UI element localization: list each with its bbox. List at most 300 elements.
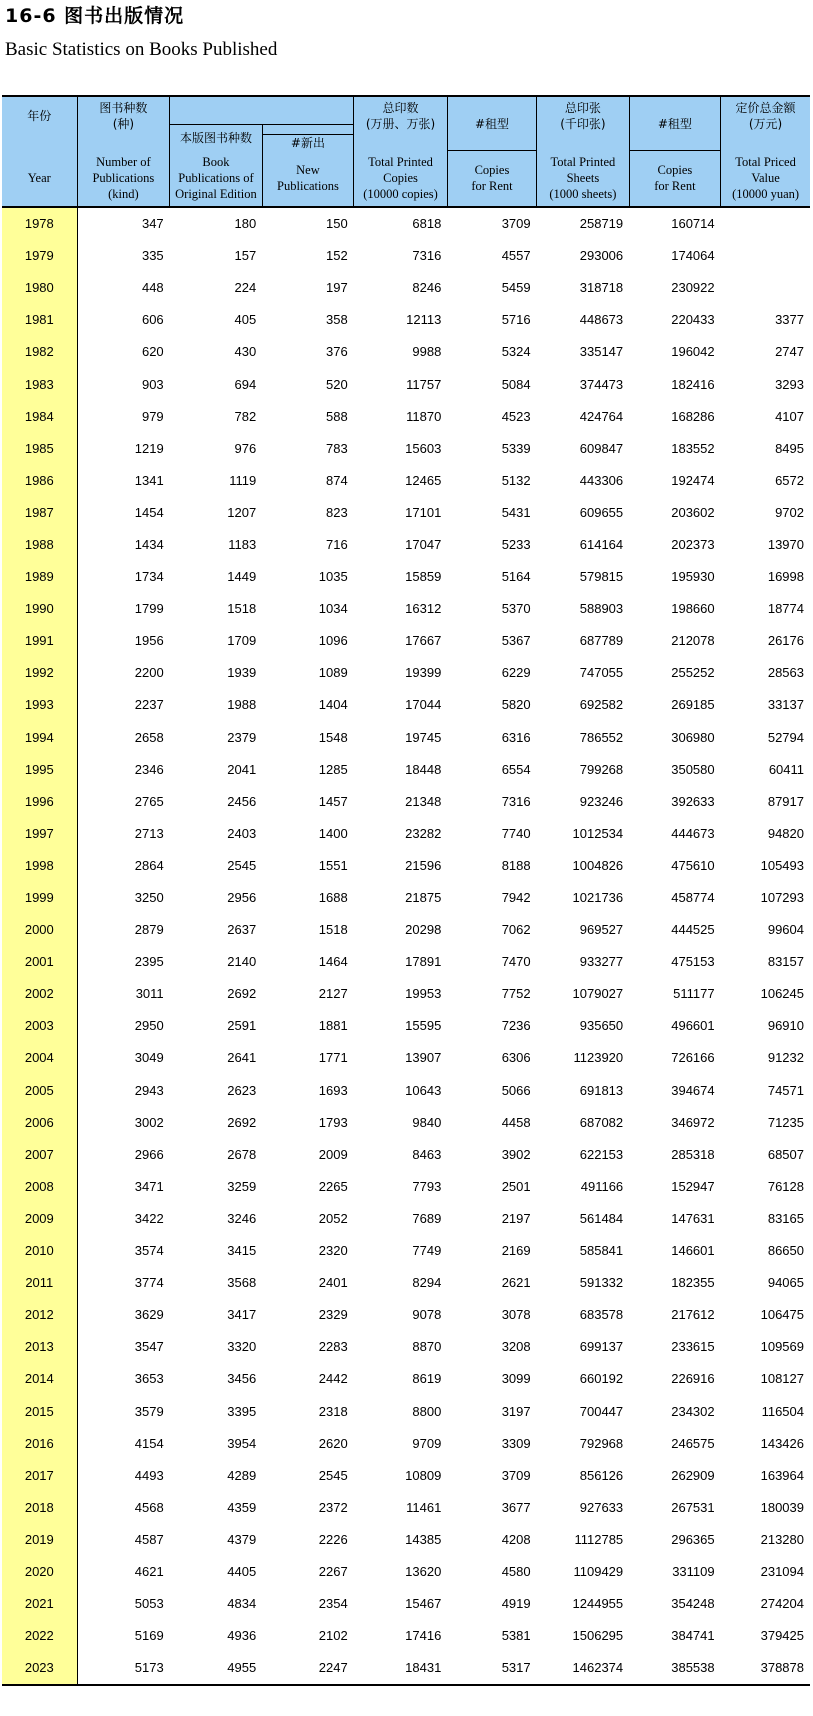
cell-new-publications: 2320 [318, 1243, 348, 1259]
cell-printed-sheets: 1506295 [572, 1628, 624, 1644]
cell-printed-sheets: 1462374 [537, 1652, 630, 1685]
cell-year: 1988 [2, 528, 77, 560]
cell-publications: 3471 [134, 1178, 164, 1194]
cell-year: 2021 [2, 1588, 77, 1620]
cell-sheets-for-rent: 182416 [671, 376, 715, 392]
cell-copies-for-rent: 2501 [501, 1178, 531, 1194]
cell-printed-sheets: 1012534 [572, 825, 624, 841]
cell-copies-for-rent: 5233 [501, 536, 531, 552]
cell-copies-for-rent: 6306 [501, 1050, 531, 1066]
cell-new-publications: 2283 [318, 1339, 348, 1355]
cell-original-edition: 1449 [227, 569, 257, 585]
cell-printed-copies: 7793 [412, 1178, 442, 1194]
cell-publications: 4621 [134, 1563, 164, 1579]
cell-year: 2006 [2, 1106, 77, 1138]
cell-new-publications: 2009 [318, 1146, 348, 1162]
cell-publications: 1454 [134, 504, 164, 520]
cell-original-edition: 2403 [227, 825, 257, 841]
cell-printed-copies: 8619 [412, 1371, 442, 1387]
cell-publications: 4587 [134, 1531, 164, 1547]
cell-new-publications: 2372 [318, 1499, 348, 1515]
header-year-spacer [2, 134, 77, 151]
cell-original-edition: 430 [234, 344, 257, 360]
table-row [2, 1523, 810, 1555]
cell-printed-copies: 9709 [412, 1435, 442, 1451]
cell-printed-sheets: 448673 [579, 312, 624, 328]
cell-publications: 3250 [134, 890, 164, 906]
cell-printed-sheets: 692582 [579, 697, 624, 713]
cell-priced-value: 6572 [775, 472, 804, 488]
cell-original-edition: 1709 [227, 633, 257, 649]
cell-new-publications: 2226 [318, 1531, 348, 1547]
cell-year: 2019 [2, 1523, 77, 1555]
cell-copies-for-rent: 4458 [501, 1114, 531, 1130]
cell-new-publications: 1464 [318, 954, 348, 970]
cell-sheets-for-rent: 195930 [671, 569, 715, 585]
cell-priced-value: 8495 [775, 440, 804, 456]
cell-printed-sheets: 1021736 [572, 890, 624, 906]
cell-original-edition: 405 [234, 312, 257, 328]
cell-copies-for-rent: 4523 [501, 408, 531, 424]
cell-publications: 2346 [134, 761, 164, 777]
table-row [2, 1331, 810, 1363]
cell-new-publications: 152 [325, 248, 348, 264]
cell-printed-copies: 16312 [405, 601, 442, 617]
table-row [2, 240, 810, 272]
cell-sheets-for-rent: 230922 [671, 280, 715, 296]
cell-publications: 2658 [134, 729, 164, 745]
table-row [2, 1491, 810, 1523]
cell-priced-value: 76128 [767, 1178, 804, 1194]
cell-new-publications: 1400 [318, 825, 348, 841]
cell-printed-copies: 7749 [412, 1243, 442, 1259]
page-title-en: Basic Statistics on Books Published [5, 39, 278, 60]
cell-publications: 3422 [134, 1210, 164, 1226]
cell-copies-for-rent: 3709 [501, 216, 531, 232]
cell-new-publications: 1035 [318, 569, 348, 585]
cell-new-publications: 1793 [318, 1114, 348, 1130]
cell-publications: 2200 [134, 665, 164, 681]
cell-priced-value: 4107 [775, 408, 804, 424]
header-value-en: Total Priced Value (10000 yuan) [721, 151, 810, 207]
cell-publications: 2943 [134, 1082, 164, 1098]
cell-priced-value: 106245 [760, 986, 804, 1002]
cell-original-edition: 3954 [227, 1435, 257, 1451]
cell-printed-sheets: 923246 [579, 793, 624, 809]
header-copies-cn: 总印数 (万册、万张) [354, 96, 448, 134]
cell-priced-value: 105493 [760, 857, 804, 873]
header-copies-en: Total Printed Copies (10000 copies) [354, 151, 448, 207]
cell-new-publications: 2247 [262, 1652, 353, 1685]
cell-sheets-for-rent: 262909 [671, 1467, 715, 1483]
cell-year: 2015 [2, 1395, 77, 1427]
cell-printed-copies: 23282 [405, 825, 442, 841]
cell-printed-sheets: 935650 [579, 1018, 624, 1034]
cell-printed-copies: 10809 [405, 1467, 442, 1483]
cell-year: 2008 [2, 1170, 77, 1202]
cell-publications: 2713 [134, 825, 164, 841]
cell-original-edition: 1518 [227, 601, 257, 617]
cell-printed-copies: 15603 [405, 440, 442, 456]
cell-publications: 3547 [134, 1339, 164, 1355]
cell-priced-value: 94065 [767, 1275, 804, 1291]
cell-year: 1997 [2, 817, 77, 849]
cell-priced-value: 71235 [767, 1114, 804, 1130]
cell-printed-copies: 18448 [405, 761, 442, 777]
cell-sheets-for-rent: 220433 [671, 312, 715, 328]
cell-new-publications: 2267 [318, 1563, 348, 1579]
cell-priced-value: 379425 [760, 1628, 804, 1644]
cell-printed-sheets: 687082 [579, 1114, 624, 1130]
cell-year: 1987 [2, 496, 77, 528]
table-row [2, 1074, 810, 1106]
cell-priced-value: 33137 [767, 697, 804, 713]
table-row [2, 753, 810, 785]
table-row [2, 1395, 810, 1427]
cell-sheets-for-rent: 202373 [671, 536, 715, 552]
cell-sheets-for-rent: 444673 [671, 825, 715, 841]
cell-printed-sheets: 792968 [579, 1435, 624, 1451]
table-body [2, 207, 810, 1685]
cell-printed-sheets: 699137 [579, 1339, 624, 1355]
cell-copies-for-rent: 5317 [447, 1652, 536, 1685]
cell-publications: 2950 [134, 1018, 164, 1034]
cell-priced-value: 108127 [760, 1371, 804, 1387]
cell-original-edition: 2140 [227, 954, 257, 970]
cell-original-edition: 2623 [227, 1082, 257, 1098]
table-row [2, 561, 810, 593]
cell-priced-value: 52794 [767, 729, 804, 745]
cell-new-publications: 2329 [318, 1307, 348, 1323]
cell-new-publications: 1771 [318, 1050, 348, 1066]
cell-year: 1978 [2, 207, 77, 240]
cell-new-publications: 1693 [318, 1082, 348, 1098]
cell-priced-value: 13970 [767, 536, 804, 552]
cell-year: 2004 [2, 1042, 77, 1074]
cell-new-publications: 1034 [318, 601, 348, 617]
cell-publications: 1434 [134, 536, 164, 552]
table-row [2, 368, 810, 400]
table-row [2, 1588, 810, 1620]
cell-new-publications: 1096 [318, 633, 348, 649]
table-row [2, 1620, 810, 1652]
cell-copies-for-rent: 5084 [501, 376, 531, 392]
cell-sheets-for-rent: 475153 [671, 954, 715, 970]
cell-sheets-for-rent: 475610 [671, 857, 715, 873]
cell-priced-value: 274204 [760, 1596, 804, 1612]
cell-sheets-for-rent: 354248 [671, 1596, 715, 1612]
cell-copies-for-rent: 4580 [501, 1563, 531, 1579]
cell-original-edition: 157 [234, 248, 257, 264]
cell-printed-copies: 17416 [405, 1628, 442, 1644]
table-row [2, 1202, 810, 1234]
cell-copies-for-rent: 5132 [501, 472, 531, 488]
cell-printed-copies: 9078 [412, 1307, 442, 1323]
table-row [2, 1170, 810, 1202]
cell-year: 2012 [2, 1299, 77, 1331]
cell-printed-sheets: 374473 [579, 376, 624, 392]
cell-sheets-for-rent: 285318 [671, 1146, 715, 1162]
cell-sheets-for-rent: 160714 [671, 216, 715, 232]
cell-printed-sheets: 969527 [579, 922, 624, 938]
cell-year: 1999 [2, 881, 77, 913]
header-original-cn: 本版图书种数 [170, 124, 263, 151]
cell-sheets-for-rent: 255252 [671, 665, 715, 681]
page-title-cn: 16-6 图书出版情况 [5, 5, 185, 27]
cell-sheets-for-rent: 458774 [671, 890, 715, 906]
cell-copies-for-rent: 5339 [501, 440, 531, 456]
cell-publications: 3579 [134, 1403, 164, 1419]
cell-new-publications: 150 [325, 216, 348, 232]
cell-original-edition: 782 [234, 408, 257, 424]
cell-priced-value: 83157 [767, 954, 804, 970]
cell-copies-for-rent: 5066 [501, 1082, 531, 1098]
cell-publications: 3011 [135, 986, 164, 1002]
table-row [2, 721, 810, 753]
cell-printed-sheets: 933277 [579, 954, 624, 970]
cell-printed-copies: 17047 [405, 536, 442, 552]
cell-printed-copies: 9840 [412, 1114, 442, 1130]
header-value-cn: 定价总金额 (万元) [721, 96, 810, 134]
table-row [2, 1459, 810, 1491]
header-blank [170, 96, 354, 124]
cell-copies-for-rent: 7062 [501, 922, 531, 938]
cell-printed-copies: 8800 [412, 1403, 442, 1419]
table-row [2, 528, 810, 560]
cell-printed-sheets: 424764 [579, 408, 624, 424]
cell-original-edition: 3415 [227, 1243, 257, 1259]
cell-publications: 1956 [134, 633, 164, 649]
cell-original-edition: 2641 [227, 1050, 257, 1066]
table-row [2, 1042, 810, 1074]
cell-copies-for-rent: 5324 [501, 344, 531, 360]
header-pub-spacer [77, 134, 170, 151]
cell-copies-for-rent: 3208 [501, 1339, 531, 1355]
cell-copies-for-rent: 4557 [501, 248, 531, 264]
cell-new-publications: 2620 [318, 1435, 348, 1451]
cell-copies-for-rent: 7316 [501, 793, 531, 809]
header-year-cn: 年份 [2, 96, 77, 134]
cell-new-publications: 1688 [318, 890, 348, 906]
cell-new-publications: 1548 [318, 729, 348, 745]
cell-original-edition: 2692 [227, 1114, 257, 1130]
cell-new-publications: 376 [325, 344, 348, 360]
cell-sheets-for-rent: 384741 [671, 1628, 715, 1644]
table-row [2, 881, 810, 913]
cell-priced-value [721, 207, 810, 240]
cell-year: 2018 [2, 1491, 77, 1523]
cell-printed-sheets: 258719 [579, 216, 624, 232]
cell-copies-for-rent: 5459 [501, 280, 531, 296]
cell-copies-for-rent: 6554 [501, 761, 531, 777]
cell-printed-copies: 21596 [405, 857, 442, 873]
cell-publications: 3002 [134, 1114, 164, 1130]
cell-printed-sheets: 1112785 [574, 1531, 624, 1547]
table-row [2, 272, 810, 304]
cell-publications: 335 [141, 248, 164, 264]
cell-sheets-for-rent: 269185 [671, 697, 715, 713]
table-row [2, 1010, 810, 1042]
cell-new-publications: 2127 [318, 986, 348, 1002]
cell-original-edition: 1939 [227, 665, 257, 681]
table-row [2, 689, 810, 721]
cell-original-edition: 4955 [170, 1652, 263, 1685]
cell-printed-copies: 15595 [405, 1018, 442, 1034]
cell-sheets-for-rent: 511177 [673, 986, 715, 1002]
cell-copies-for-rent: 5370 [501, 601, 531, 617]
cell-new-publications: 716 [325, 536, 348, 552]
cell-sheets-for-rent: 203602 [671, 504, 715, 520]
cell-printed-sheets: 1109429 [573, 1563, 624, 1579]
table-row [2, 496, 810, 528]
header-year-en: Year [2, 151, 77, 207]
cell-original-edition: 2379 [227, 729, 257, 745]
cell-original-edition: 3246 [227, 1210, 257, 1226]
table-row [2, 464, 810, 496]
cell-sheets-for-rent: 444525 [671, 922, 715, 938]
cell-sheets-for-rent: 331109 [672, 1563, 715, 1579]
cell-printed-copies: 21875 [405, 890, 442, 906]
cell-original-edition: 1207 [227, 504, 257, 520]
cell-publications: 2765 [134, 793, 164, 809]
cell-copies-for-rent: 2621 [501, 1275, 531, 1291]
cell-original-edition: 224 [234, 280, 257, 296]
cell-year: 1980 [2, 272, 77, 304]
cell-publications: 2237 [134, 697, 164, 713]
cell-sheets-for-rent: 306980 [671, 729, 715, 745]
cell-year: 2022 [2, 1620, 77, 1652]
header-sheets-cn: 总印张 (千印张) [537, 96, 630, 134]
cell-year: 2016 [2, 1427, 77, 1459]
cell-printed-sheets: 660192 [579, 1371, 624, 1387]
cell-new-publications: 520 [325, 376, 348, 392]
cell-printed-sheets: 614164 [579, 536, 624, 552]
cell-original-edition: 3320 [227, 1339, 257, 1355]
cell-printed-copies: 17044 [405, 697, 442, 713]
cell-publications: 3574 [134, 1243, 164, 1259]
cell-sheets-for-rent: 350580 [671, 761, 715, 777]
cell-printed-sheets: 622153 [579, 1146, 624, 1162]
cell-original-edition: 3417 [227, 1307, 257, 1323]
cell-priced-value: 91232 [767, 1050, 804, 1066]
cell-printed-sheets: 609847 [579, 440, 624, 456]
cell-priced-value: 99604 [767, 922, 804, 938]
cell-copies-for-rent: 3709 [501, 1467, 531, 1483]
cell-priced-value: 74571 [767, 1082, 804, 1098]
cell-sheets-for-rent: 182355 [671, 1275, 715, 1291]
table-row [2, 1652, 810, 1685]
cell-original-edition: 4405 [227, 1563, 257, 1579]
cell-priced-value: 107293 [760, 890, 804, 906]
cell-original-edition: 3259 [227, 1178, 257, 1194]
cell-publications: 620 [141, 344, 164, 360]
cell-copies-for-rent: 5164 [501, 569, 531, 585]
cell-printed-copies: 11757 [406, 376, 442, 392]
header-rent-sheets-en: Copies for Rent [629, 151, 720, 207]
header-original-en: Book Publications of Original Edition [170, 151, 263, 207]
cell-printed-sheets: 579815 [579, 569, 624, 585]
cell-publications: 2395 [134, 954, 164, 970]
cell-priced-value: 86650 [767, 1243, 804, 1259]
cell-original-edition: 180 [234, 216, 257, 232]
table-row [2, 817, 810, 849]
cell-printed-sheets: 786552 [579, 729, 624, 745]
cell-printed-sheets: 799268 [579, 761, 624, 777]
cell-copies-for-rent: 4208 [501, 1531, 531, 1547]
cell-publications: 1734 [134, 569, 164, 585]
cell-priced-value: 96910 [767, 1018, 804, 1034]
cell-year: 2009 [2, 1202, 77, 1234]
cell-printed-copies: 12465 [405, 472, 442, 488]
cell-copies-for-rent: 4919 [501, 1596, 531, 1612]
cell-sheets-for-rent: 147631 [671, 1210, 715, 1226]
cell-publications: 3049 [134, 1050, 164, 1066]
table-row [2, 625, 810, 657]
cell-original-edition: 1119 [229, 472, 257, 488]
cell-copies-for-rent: 2169 [501, 1243, 531, 1259]
cell-original-edition: 3456 [227, 1371, 257, 1387]
cell-year: 1984 [2, 400, 77, 432]
cell-priced-value: 16998 [767, 569, 804, 585]
header-sheets-spacer [537, 134, 630, 151]
table-row [2, 657, 810, 689]
cell-year: 1995 [2, 753, 77, 785]
cell-publications: 979 [141, 408, 164, 424]
cell-copies-for-rent: 3309 [501, 1435, 531, 1451]
cell-priced-value: 3377 [775, 312, 804, 328]
cell-year: 2010 [2, 1235, 77, 1267]
table-row [2, 1138, 810, 1170]
cell-priced-value: 180039 [760, 1499, 804, 1515]
cell-priced-value: 83165 [767, 1210, 804, 1226]
cell-sheets-for-rent: 234302 [671, 1403, 715, 1419]
cell-year: 2023 [2, 1652, 77, 1685]
cell-printed-sheets: 1004826 [572, 857, 624, 873]
cell-priced-value: 3293 [775, 376, 804, 392]
cell-sheets-for-rent: 296365 [671, 1531, 715, 1547]
table-row [2, 593, 810, 625]
cell-sheets-for-rent: 152947 [671, 1178, 715, 1194]
cell-sheets-for-rent: 174064 [671, 248, 715, 264]
cell-sheets-for-rent: 385538 [629, 1652, 720, 1685]
cell-priced-value: 18774 [767, 601, 804, 617]
cell-new-publications: 874 [325, 472, 348, 488]
cell-original-edition: 2678 [227, 1146, 257, 1162]
cell-sheets-for-rent: 394674 [671, 1082, 715, 1098]
cell-printed-sheets: 591332 [579, 1275, 624, 1291]
cell-new-publications: 2052 [318, 1210, 348, 1226]
cell-year: 2013 [2, 1331, 77, 1363]
cell-new-publications: 1457 [318, 793, 348, 809]
cell-sheets-for-rent: 192474 [671, 472, 715, 488]
cell-new-publications: 197 [325, 280, 348, 296]
cell-copies-for-rent: 5367 [501, 633, 531, 649]
cell-copies-for-rent: 3902 [501, 1146, 531, 1162]
cell-printed-sheets: 927633 [579, 1499, 624, 1515]
cell-sheets-for-rent: 146601 [671, 1243, 715, 1259]
cell-sheets-for-rent: 233615 [671, 1339, 715, 1355]
cell-priced-value: 68507 [767, 1146, 804, 1162]
table-row [2, 400, 810, 432]
cell-year: 2017 [2, 1459, 77, 1491]
cell-sheets-for-rent: 726166 [671, 1050, 715, 1066]
cell-original-edition: 3568 [227, 1275, 257, 1291]
statistics-table [2, 95, 810, 1686]
cell-publications: 4493 [134, 1467, 164, 1483]
header-new-en: New Publications [262, 151, 353, 207]
header-publications-cn: 图书种数 (种) [77, 96, 170, 134]
cell-printed-sheets: 1244955 [572, 1596, 624, 1612]
